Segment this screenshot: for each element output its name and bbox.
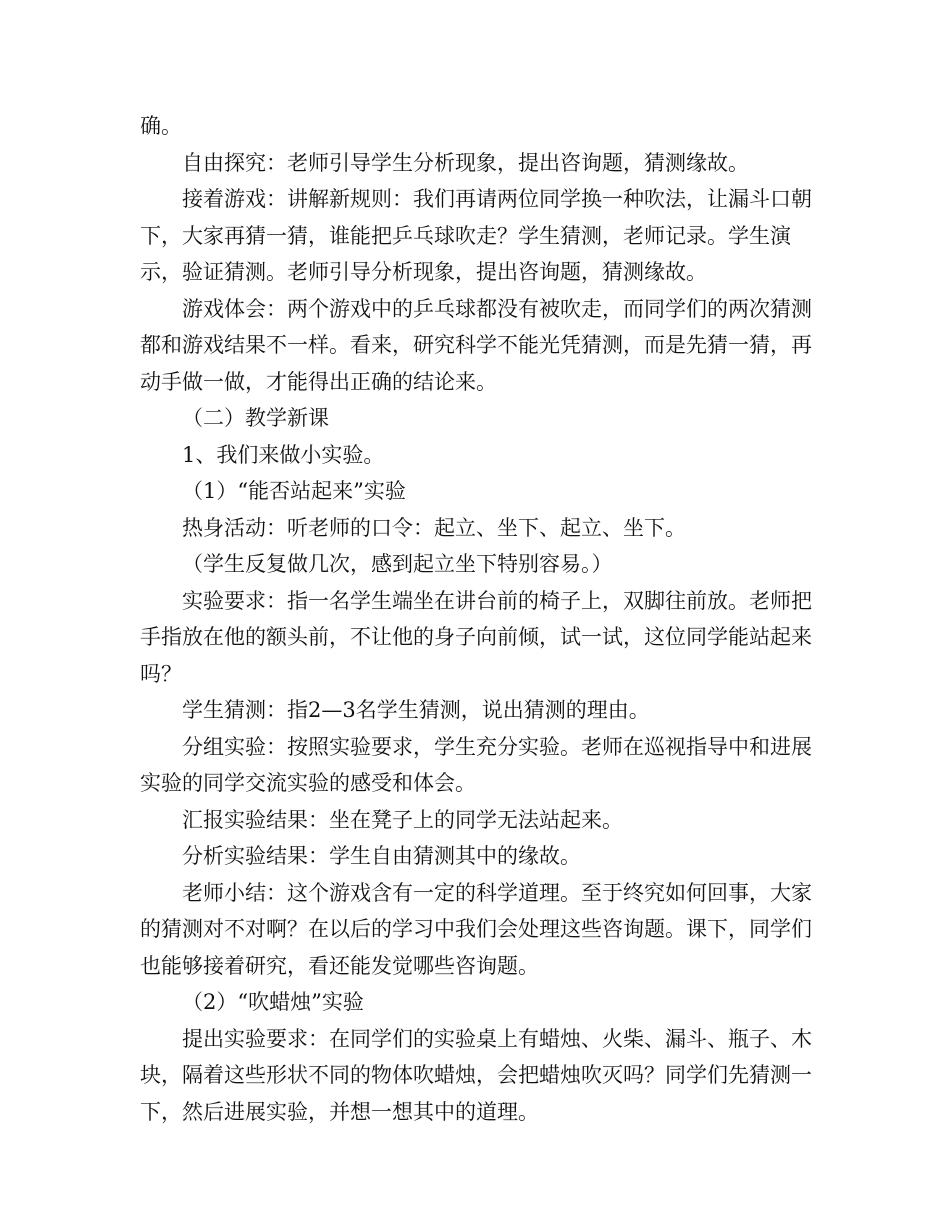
paragraph-teacher-summary: 老师小结：这个游戏含有一定的科学道理。至于终究如何回事，大家的猜测对不对啊？在以后的学习中我们会处理这些咨询题。课下，同学们也能够接着研究，看还能发觉哪些咨询题。 <box>140 880 812 978</box>
experiment-title-stand-up: （1）“能否站起来”实验 <box>182 479 406 503</box>
paragraph-student-note: （学生反复做几次，感到起立坐下特别容易。） <box>182 552 613 576</box>
paragraph-continuation: 确。 <box>140 114 182 138</box>
section-heading-new-lesson: （二）教学新课 <box>182 406 329 430</box>
experiment-title-blow-candle: （2）“吹蜡烛”实验 <box>182 990 364 1014</box>
paragraph-analyze-results: 分析实验结果：学生自由猜测其中的缘故。 <box>182 844 581 868</box>
subheading-small-experiments: 1、我们来做小实验。 <box>182 442 385 467</box>
paragraph-experiment-requirements: 实验要求：指一名学生端坐在讲台前的椅子上，双脚往前放。老师把手指放在他的额头前，不让他的身子向前倾，试一试，这位同学能站起来吗？ <box>140 588 812 686</box>
paragraph-free-inquiry: 自由探究：老师引导学生分析现象，提出咨询题，猜测缘故。 <box>182 150 749 175</box>
paragraph-candle-requirements: 提出实验要求：在同学们的实验桌上有蜡烛、火柴、漏斗、瓶子、木块，隔着这些形状不同的物体吹蜡烛，会把蜡烛吹灭吗？同学们先猜测一下，然后进展实验，并想一想其中的道理。 <box>140 1026 812 1124</box>
paragraph-student-guess: 学生猜测：指2—3名学生猜测，说出猜测的理由。 <box>182 698 650 722</box>
paragraph-continue-game: 接着游戏：讲解新规则：我们再请两位同学换一种吹法，让漏斗口朝下，大家再猜一猜，谁能把乒乓球吹走？学生猜测，老师记录。学生演示，验证猜测。老师引导分析现象，提出咨询题，猜测缘故。 <box>140 187 812 284</box>
paragraph-report-results: 汇报实验结果：坐在凳子上的同学无法站起来。 <box>182 807 623 832</box>
paragraph-game-reflection: 游戏体会：两个游戏中的乒乓球都没有被吹走，而同学们的两次猜测都和游戏结果不一样。看来，研究科学不能光凭猜测，而是先猜一猜，再动手做一做，才能得出正确的结论来。 <box>140 296 812 394</box>
paragraph-group-experiment: 分组实验：按照实验要求，学生充分实验。老师在巡视指导中和进展实验的同学交流实验的感受和体会。 <box>140 734 812 795</box>
paragraph-warm-up: 热身活动：听老师的口令：起立、坐下、起立、坐下。 <box>182 515 686 540</box>
